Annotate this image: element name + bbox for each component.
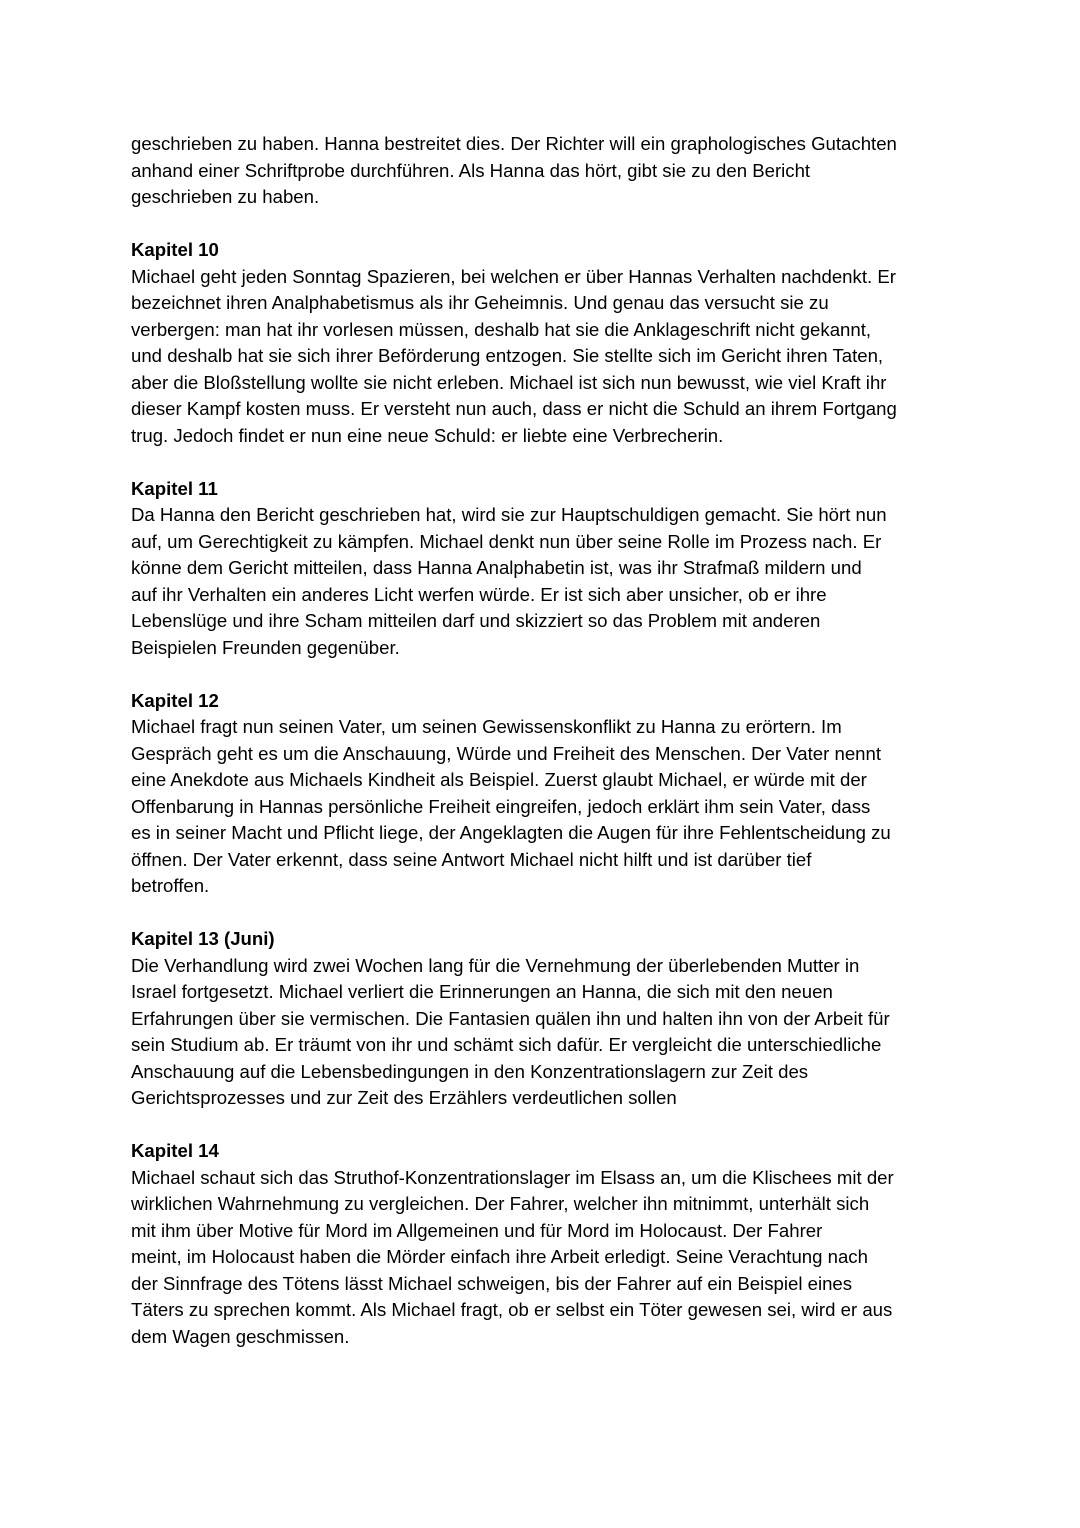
chapter-paragraph: Michael geht jeden Sonntag Spazieren, bei welchen er über Hannas Verhalten nachdenkt. Er bezeichnet ihren Analphabetismus als ihr Geheimnis. Und genau das versucht sie zu verbergen: man hat ihr vorlesen müssen, deshalb hat sie die Anklageschrift nicht gekannt, und deshalb hat sie sich ihrer Beförderung entzogen. Sie stellte sich im Gericht ihren Taten, aber die Bloßstellung wollte sie nicht erleben. Michael ist sich nun bewusst, wie viel Kraft ihr dieser Kampf kosten muss. Er versteht nun auch, dass er nicht die Schuld an ihrem Fortgang trug. Jedoch findet er nun eine neue Schuld: er liebte eine Verbrecherin. — [131, 265, 897, 446]
chapter-section-14 — [131, 1138, 961, 1350]
chapter-section-10 — [131, 237, 961, 449]
chapter-section-11 — [131, 476, 961, 662]
intro-paragraph: geschrieben zu haben. Hanna bestreitet dies. Der Richter will ein graphologisches Gutachten anhand einer Schriftprobe durchführen. Als Hanna das hört, gibt sie zu den Bericht geschrieben zu haben. — [131, 133, 897, 207]
chapter-heading: Kapitel 11 — [131, 477, 218, 499]
chapter-paragraph: Michael schaut sich das Struthof-Konzentrationslager im Elsass an, um die Klischees mit der wirklichen Wahrnehmung zu vergleichen. Der Fahrer, welcher ihn mitnimmt, unterhält sich mit ihm über Motive für Mord im Allgemeinen und für Mord im Holocaust. Der Fahrer meint, im Holocaust haben die Mörder einfach ihre Arbeit erledigt. Seine Verachtung nach der Sinnfrage des Tötens lässt Michael schweigen, bis der Fahrer auf ein Beispiel eines Täters zu sprechen kommt. Als Michael fragt, ob er selbst ein Töter gewesen sei, wird er aus dem Wagen geschmissen. — [131, 1166, 894, 1347]
chapter-paragraph: Michael fragt nun seinen Vater, um seinen Gewissenskonflikt zu Hanna zu erörtern. Im Gespräch geht es um die Anschauung, Würde und Freiheit des Menschen. Der Vater nennt eine Anekdote aus Michaels Kindheit als Beispiel. Zuerst glaubt Michael, er würde mit der Offenbarung in Hannas persönliche Freiheit eingreifen, jedoch erklärt ihm sein Vater, dass es in seiner Macht und Pflicht liege, der Angeklagten die Augen für ihre Fehlentscheidung zu öffnen. Der Vater erkennt, dass seine Antwort Michael nicht hilft und ist darüber tief betroffen. — [131, 716, 891, 896]
chapter-paragraph: Die Verhandlung wird zwei Wochen lang für die Vernehmung der überlebenden Mutter in Israel fortgesetzt. Michael verliert die Erinnerungen an Hanna, die sich mit den neuen Erfahrungen über sie vermischen. Die Fantasien quälen ihn und halten ihn von der Arbeit für sein Studium ab. Er träumt von ihr und schämt sich dafür. Er vergleicht die unterschiedliche Anschauung auf die Lebensbedingungen in den Konzentrationslagern zur Zeit des Gerichtsprozesses und zur Zeit des Erzählers verdeutlichen sollen — [131, 954, 890, 1108]
document-page — [131, 131, 961, 1350]
chapter-heading: Kapitel 14 — [131, 1140, 219, 1161]
chapter-heading: Kapitel 10 — [131, 239, 219, 260]
chapter-paragraph: Da Hanna den Bericht geschrieben hat, wird sie zur Hauptschuldigen gemacht. Sie hört nun auf, um Gerechtigkeit zu kämpfen. Michael denkt nun über seine Rolle im Prozess nach. Er könne dem Gericht mitteilen, dass Hanna Analphabetin ist, was ihr Strafmaß mildern und auf ihr Verhalten ein anderes Licht werfen würde. Er ist sich aber unsicher, ob er ihre Lebenslüge und ihre Scham mitteilen darf und skizziert so das Problem mit anderen Beispielen Freunden gegenüber. — [131, 504, 887, 658]
chapter-section-12 — [131, 688, 961, 900]
chapter-heading: Kapitel 12 — [131, 689, 219, 711]
chapter-heading: Kapitel 13 (Juni) — [131, 928, 275, 949]
chapter-section-13 — [131, 926, 961, 1112]
